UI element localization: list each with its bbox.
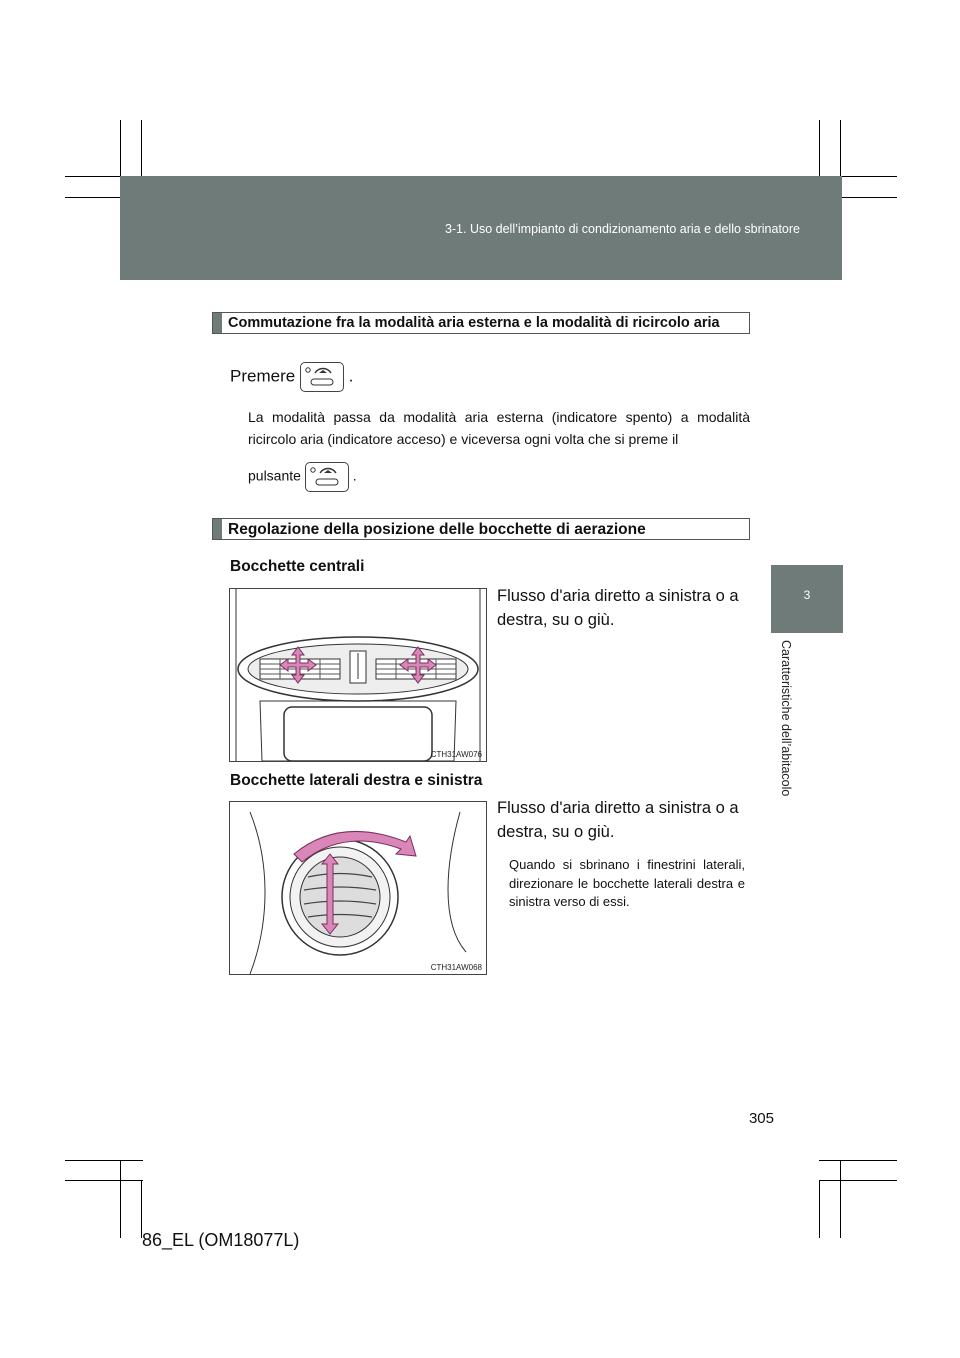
crop-mark [120,120,121,180]
heading-accent-bar [213,519,222,539]
center-vents-figure [229,588,487,762]
recirculation-description: La modalità passa da modalità aria esterna (indicatore spento) a modalità ricircolo aria (indicatore acceso) e viceversa ogni volta che si preme il [248,409,750,447]
chapter-number: 3 [803,588,811,602]
section-heading-text: Commutazione fra la modalità aria esterna e la modalità di ricircolo aria [228,315,720,331]
chapter-header-title: 3-1. Uso dell’impianto di condizionamento aria e dello sbrinatore [444,222,800,236]
crop-mark [840,120,841,180]
center-vents-title: Bocchette centrali [230,558,365,575]
description-end-prefix: pulsante [248,467,301,484]
press-prefix: Premere [230,366,296,386]
section-heading-recirculation [212,312,750,334]
chapter-side-label: Caratteristiche dell’abitacolo [779,640,793,797]
document-code: 86_EL (OM18077L) [142,1230,300,1250]
crop-mark [65,1160,143,1161]
page-number: 305 [748,1110,774,1127]
figure-code: CTH31AW068 [430,963,482,972]
press-suffix: . [348,366,354,386]
air-recirculation-button-icon [305,462,349,492]
crop-mark [840,1160,841,1238]
side-vents-note: Quando si sbrinano i finestrini laterali, direzionare le bocchette laterali destra e sinistra verso di essi. [509,857,745,909]
side-vents-figure [229,801,487,975]
section-heading-text: Regolazione della posizione delle bocchette di aerazione [228,521,646,538]
side-vents-description: Flusso d'aria diretto a sinistra o a destra, su o giù. [497,799,739,841]
figure-code: CTH31AW076 [430,750,482,759]
crop-mark [120,1160,121,1238]
heading-accent-bar [213,313,222,333]
crop-mark [819,1180,897,1181]
side-vents-title: Bocchette laterali destra e sinistra [230,772,483,789]
description-end-suffix: . [352,467,357,484]
recirculation-description-end [248,462,357,492]
crop-mark [819,1160,897,1161]
press-instruction [230,362,353,392]
crop-mark [819,1180,820,1238]
center-vents-description: Flusso d'aria diretto a sinistra o a destra, su o giù. [497,587,739,629]
section-heading-vents [212,518,750,540]
air-recirculation-button-icon [300,362,344,392]
crop-mark [65,1180,143,1181]
